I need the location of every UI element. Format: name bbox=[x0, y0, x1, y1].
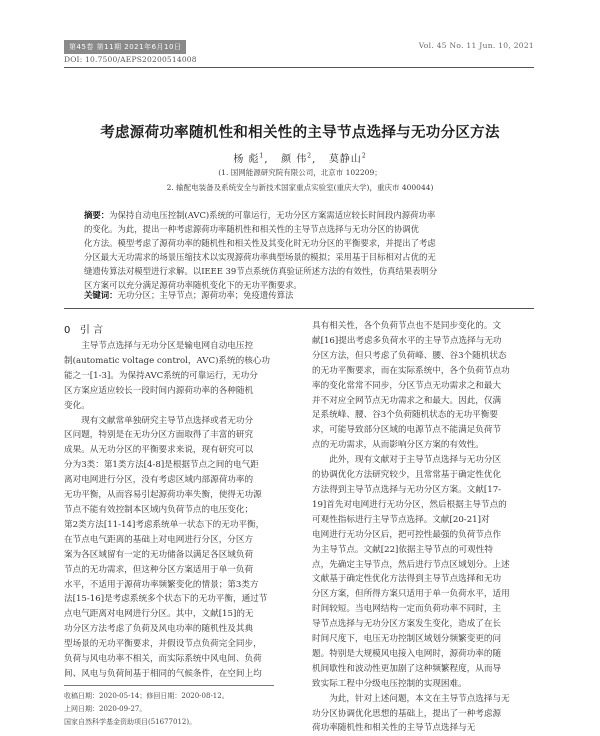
abstract-line: 区方案可以充分满足源荷功率随机变化下的无功平衡要求。 bbox=[84, 280, 302, 290]
body-text-line: 分区方法，但只考虑了负荷峰、腰、谷3个随机状态 bbox=[312, 350, 507, 361]
body-text-line: 方法得到主导节点选择与无功分区方案。文献[17- bbox=[312, 484, 502, 495]
body-text-line: 节点的无功需求，但这种分区方案适用于单一负荷 bbox=[64, 564, 254, 575]
left-column bbox=[64, 339, 292, 682]
journal-header-left bbox=[64, 40, 186, 54]
right-column bbox=[312, 319, 540, 736]
section-title: 引 言 bbox=[79, 325, 104, 336]
body-text-line: 能之一[1-3]。为保持AVC系统的可靠运行，无功分 bbox=[64, 370, 258, 381]
body-text-line: 机间歇性和波动性更加剧了这种频繁程度，从而导 bbox=[312, 663, 502, 674]
paper-title: 考虑源荷功率随机性和相关性的主导节点选择与无功分区方法 bbox=[100, 125, 500, 141]
body-text-line: 无功平衡，从而容易引起源荷功率失衡，使得无功源 bbox=[64, 490, 262, 501]
keywords-text: 无功分区；主导节点；源荷功率；免疫遗传算法 bbox=[117, 290, 294, 300]
body-text-line: 足系统峰、腰、谷3个负荷随机状态的无功平衡要 bbox=[312, 410, 498, 421]
body-text-line: 变化。 bbox=[64, 400, 90, 411]
body-text-line: 可观性指标进行主导节点选择。文献[20-21]对 bbox=[312, 514, 490, 525]
body-text-line: 负荷与风电功率不相关，而实际系统中风电间、负荷 bbox=[64, 654, 262, 665]
body-text-line: 水平，不适用于源荷功率频繁变化的情景；第3类方 bbox=[64, 579, 259, 590]
body-text-line: 具有相关性，各个负荷节点也不是同步变化的。文 bbox=[312, 321, 502, 331]
abstract-rule bbox=[64, 308, 534, 309]
author-name: 杨 彪 bbox=[233, 154, 260, 165]
abstract-line: 分区最大无功需求的场景压缩技术以实现源荷功率典型场景的模拟；采用基于目标相对占优的无 bbox=[84, 252, 436, 262]
body-text-line: 制(automatic voltage control，AVC)系统的核心功 bbox=[64, 355, 270, 366]
affiliation-line: 2. 输配电装备及系统安全与新技术国家重点实验室(重庆大学)，重庆市 400044) bbox=[166, 183, 434, 192]
journal-issue-tag: 第45卷 第11期 2021年6月10日 bbox=[64, 40, 186, 54]
keywords bbox=[84, 289, 524, 301]
doi-text: DOI: 10.7500/AEPS20200514008 bbox=[64, 55, 197, 64]
author-affiliation-mark: 1 bbox=[259, 152, 265, 160]
body-text-line: 分为3类：第1类方法[4-8]是根据节点之间的电气距 bbox=[64, 460, 259, 471]
body-text-line: 19]首先对电网进行无功分区，然后根据主导节点的 bbox=[312, 499, 507, 510]
body-text-line: 功分区协调优化思想的基础上，提出了一种考虑源 bbox=[312, 708, 502, 719]
body-text-line: 主导节点选择与无功分区是输电网自动电压控 bbox=[81, 341, 254, 351]
author-name: 颜 伟 bbox=[281, 154, 308, 165]
abstract-label: 摘要： bbox=[84, 210, 110, 220]
abstract-line: 缝遗传算法对模型进行求解。以IEEE 39节点系统仿真验证所述方法的有效性，仿真结果表明分 bbox=[84, 266, 438, 276]
author-affiliation-mark: 2 bbox=[307, 152, 313, 160]
body-text-line: 节点不能有效控制本区域内负荷节点的电压变化； bbox=[64, 504, 254, 515]
body-text-line: 在节点电气距离的基础上对电网进行分区，分区方 bbox=[64, 534, 254, 545]
body-text-line: 的无功平衡要求，而在实际系统中，各个负荷节点功 bbox=[312, 365, 510, 376]
body-text-line: 致实际工程中分级电压控制的实现困难。 bbox=[312, 678, 467, 689]
body-text-line: 为此，针对上述问题，本文在主导节点选择与无 bbox=[329, 693, 510, 704]
body-text-line: 案为各区域留有一定的无功储备以满足各区域负荷 bbox=[64, 549, 254, 560]
header-rule bbox=[64, 67, 534, 68]
keywords-label: 关键词： bbox=[84, 290, 118, 300]
body-text-line: 第2类方法[11-14]考虑系统单一状态下的无功平衡， bbox=[64, 519, 265, 530]
author-name: 莫静山 bbox=[328, 154, 362, 165]
footnote-funding: 国家自然科学基金资助项目(51677012)。 bbox=[64, 718, 197, 726]
body-text-line: 点的无功需求，从而影响分区方案的有效性。 bbox=[312, 440, 484, 451]
body-text-line: 点电气距离对电网进行分区。其中，文献[15]的无 bbox=[64, 609, 254, 620]
body-text-line: 率的变化常常不同步，分区节点无功需求之和最大 bbox=[312, 380, 502, 391]
section-heading bbox=[64, 321, 103, 336]
body-text-line: 此外，现有文献对于主导节点选择与无功分区 bbox=[329, 455, 502, 466]
body-text-line: 荷功率随机性和相关性的主导节点选择与无 bbox=[312, 723, 476, 734]
body-text-line: 时间尺度下，电压无功控制区域划分频繁变更的问 bbox=[312, 634, 502, 645]
body-text-line: 求，可能导致部分区域的电源节点不能满足负荷节 bbox=[312, 425, 502, 436]
body-text-line: 型场景的无功平衡要求，并假设节点负荷完全同步， bbox=[64, 639, 262, 650]
body-text-line: 间、风电与负荷间基于相同的气候条件，在空间上均 bbox=[64, 668, 262, 679]
body-text-line: 并不对应全网节点无功需求之和最大。因此，仅满 bbox=[312, 395, 502, 406]
footnote-online: 上网日期：2020-09-27。 bbox=[64, 705, 147, 713]
affiliation-line: (1. 国网能源研究院有限公司，北京市 102209； bbox=[218, 168, 382, 177]
author-affiliation-mark: 2 bbox=[361, 152, 367, 160]
body-text-line: 点，先确定主导节点，然后进行节点区域划分。上述 bbox=[312, 559, 510, 570]
body-text-line: 题。特别是大规模风电接入电网时，源荷功率的随 bbox=[312, 648, 502, 659]
body-text-line: 文献基于确定性优化方法得到主导节点选择和无功 bbox=[312, 574, 502, 585]
body-text-line: 导节点选择与无功分区方案发生变化，造成了在长 bbox=[312, 619, 502, 630]
body-text-line: 区问题，特别是在无功分区方面取得了丰富的研究 bbox=[64, 430, 254, 441]
body-text-line: 法[15-16]是考虑系统多个状态下的无功平衡，通过节 bbox=[64, 594, 268, 605]
body-text-line: 为主导节点。文献[22]依据主导节点的可观性特 bbox=[312, 544, 493, 555]
body-text-line: 离对电网进行分区，没有考虑区域内部源荷功率的 bbox=[64, 475, 254, 486]
body-text-line: 的协调优化方法研究较少，且常常基于确定性优化 bbox=[312, 470, 502, 481]
body-text-line: 功分区方法考虑了负荷及风电功率的随机性及其典 bbox=[64, 624, 254, 635]
abstract-line: 的变化。为此，提出一种考虑源荷功率随机性和相关性的主导节点选择与无功分区的协调优 bbox=[84, 224, 419, 234]
author-list: 杨 彪$^1$, 颜 伟$^2$, 莫静山$^2$ bbox=[233, 152, 367, 165]
body-text-line: 成果。从无功分区的平衡要求来说，现有研究可以 bbox=[64, 445, 254, 456]
abstract-line: 为保持自动电压控制(AVC)系统的可靠运行，无功分区方案需适应较长时间段内源荷功率 bbox=[109, 210, 436, 220]
abstract bbox=[84, 208, 516, 292]
body-text-line: 分区方案，但所得方案只适用于单一负荷水平，适用 bbox=[312, 589, 510, 600]
body-text-line: 献[16]提出考虑多负荷水平的主导节点选择与无功 bbox=[312, 335, 502, 346]
section-number: 0 bbox=[64, 325, 71, 336]
abstract-line: 化方法。模型考虑了源荷功率的随机性和相关性及其变化时无功分区的平衡要求，并提出了考虑 bbox=[84, 238, 436, 248]
journal-volume-info: Vol. 45 No. 11 Jun. 10, 2021 bbox=[418, 41, 534, 50]
body-text-line: 现有文献常单独研究主导节点选择或者无功分 bbox=[81, 415, 254, 426]
body-text-line: 区方案应适应较长一段时间内源荷功率的各种随机 bbox=[64, 385, 254, 396]
body-text-line: 时间较短。当电网结构一定而负荷功率不同时，主 bbox=[312, 604, 502, 615]
footnote-rule bbox=[64, 685, 274, 686]
body-text-line: 电网进行无功分区后，把可控性最强的负荷节点作 bbox=[312, 529, 502, 540]
footnote-received: 收稿日期：2020-05-14；修回日期：2020-08-12。 bbox=[64, 692, 229, 700]
